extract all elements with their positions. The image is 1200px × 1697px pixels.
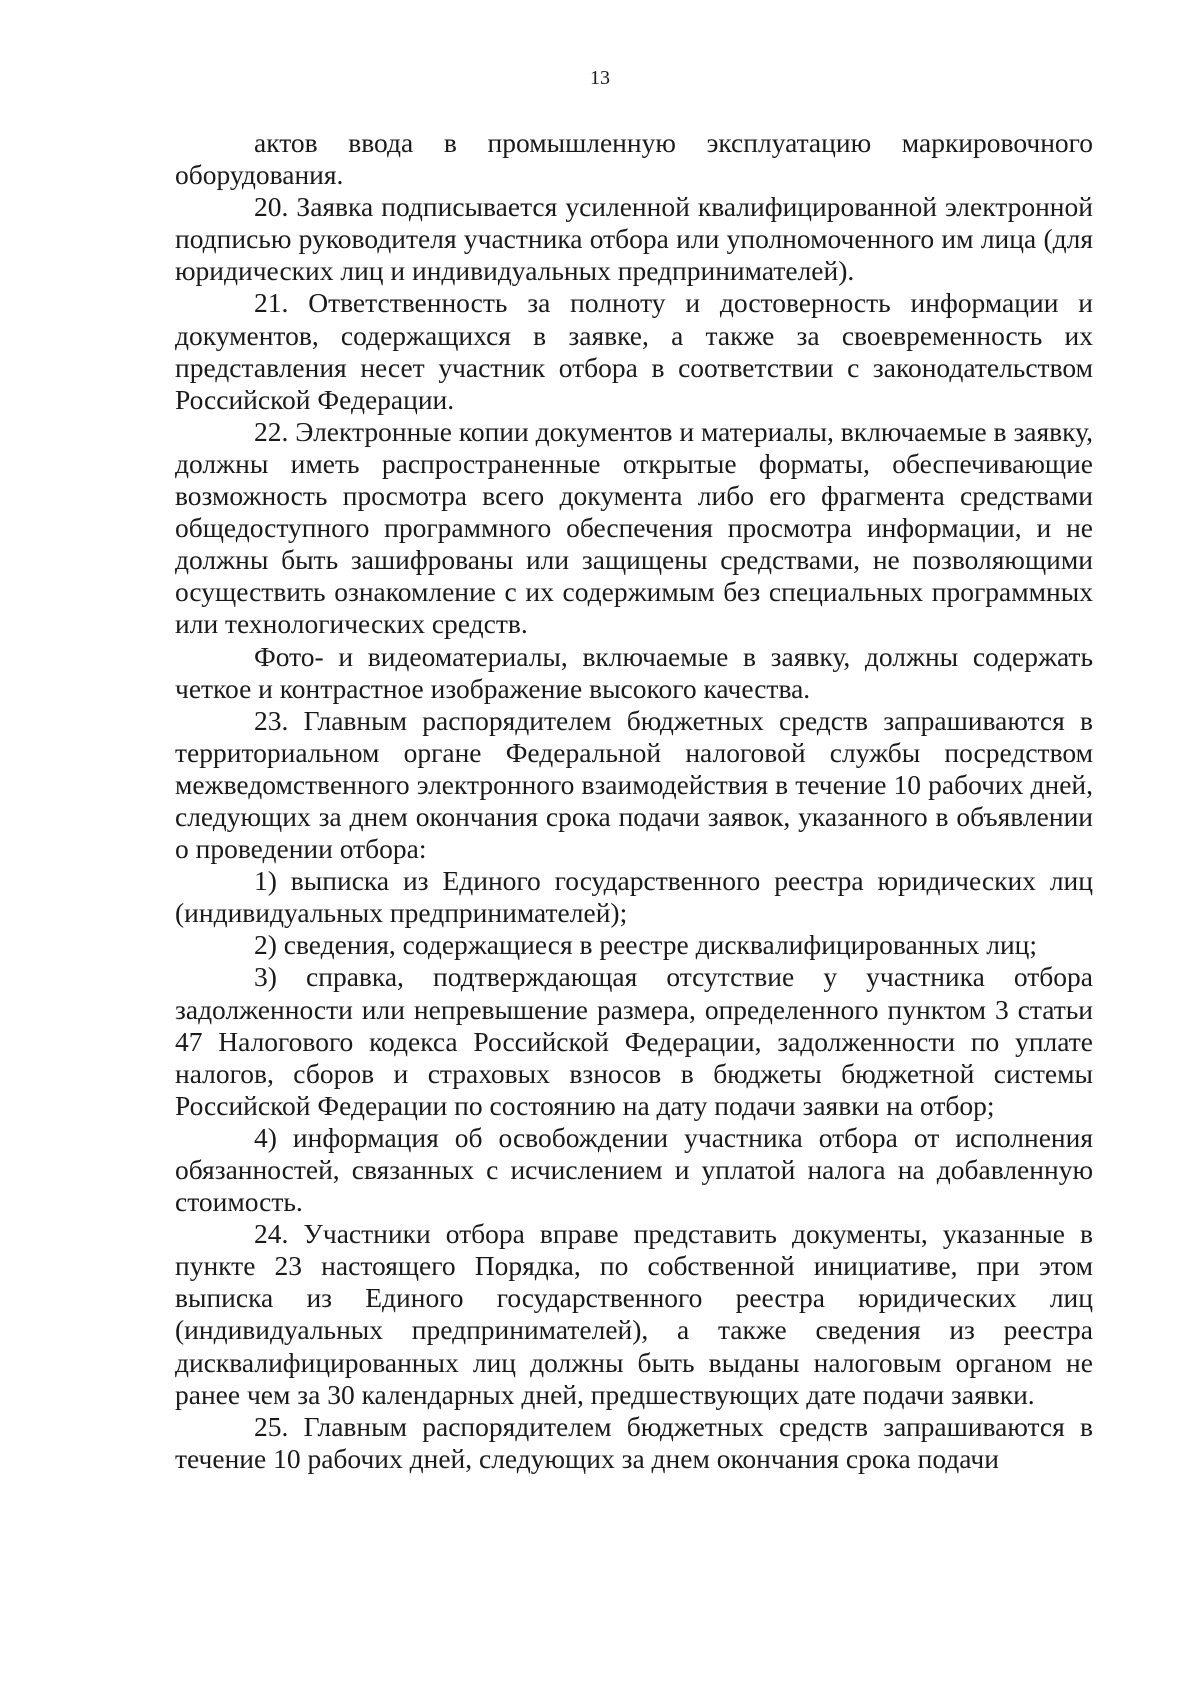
paragraph-21: 21. Ответственность за полноту и достоверность информации и документов, содержащихся в заявке, а также за своевременность их представления несет участник отбора в соответствии с законодательством Российской Федерации. [175,287,1093,415]
paragraph-23-item-4: 4) информация об освобождении участника отбора от исполнения обязанностей, связанных с исчислением и уплатой налога на добавленную стоимость. [175,1121,1093,1218]
paragraph-24: 24. Участники отбора вправе представить документы, указанные в пункте 23 настоящего Порядка, по собственной инициативе, при этом выписка из Единого государственного реестра юридических лиц (индивидуальных предпринимателей), а также сведения из реестра дисквалифицированных лиц должны быть выданы налоговым органом не ранее чем за 30 календарных дней, предшествующих дате подачи заявки. [175,1218,1093,1410]
paragraph-23-item-2: 2) сведения, содержащиеся в реестре дисквалифицированных лиц; [254,929,1038,961]
paragraph-22: 22. Электронные копии документов и материалы, включаемые в заявку, должны иметь распространенные открытые форматы, обеспечивающие возможность просмотра всего документа либо его фрагмента средствами общедоступного программного обеспечения просмотра информации, и не должны быть зашифрованы или защищены средствами, не позволяющими осуществить ознакомление с их содержимым без специальных программных или технологических средств. [175,415,1093,640]
paragraph-23-item-3: 3) справка, подтверждающая отсутствие у участника отбора задолженности или непревышение размера, определенного пунктом 3 статьи 47 Налогового кодекса Российской Федерации, задолженности по уплате налогов, сборов и страховых взносов в бюджеты бюджетной системы Российской Федерации по состоянию на дату подачи заявки на отбор; [175,961,1093,1121]
document-body [175,127,1093,1475]
page-number: 13 [590,67,610,89]
paragraph-20: 20. Заявка подписывается усиленной квалифицированной электронной подписью руководителя участника отбора или уполномоченного им лица (для юридических лиц и индивидуальных предпринимателей). [175,191,1093,287]
paragraph-continuation: актов ввода в промышленную эксплуатацию маркировочного оборудования. [175,127,1093,191]
paragraph-23: 23. Главным распорядителем бюджетных средств запрашиваются в территориальном органе Федеральной налоговой службы посредством межведомственного электронного взаимодействия в течение 10 рабочих дней, следующих за днем окончания срока подачи заявок, указанного в объявлении о проведении отбора: [175,704,1093,865]
paragraph-22-photo: Фото- и видеоматериалы, включаемые в заявку, должны содержать четкое и контрастное изображение высокого качества. [175,640,1093,704]
paragraph-23-item-1: 1) выписка из Единого государственного реестра юридических лиц (индивидуальных предпринимателей); [175,865,1093,929]
paragraph-25: 25. Главным распорядителем бюджетных средств запрашиваются в течение 10 рабочих дней, следующих за днем окончания срока подачи [175,1410,1093,1474]
